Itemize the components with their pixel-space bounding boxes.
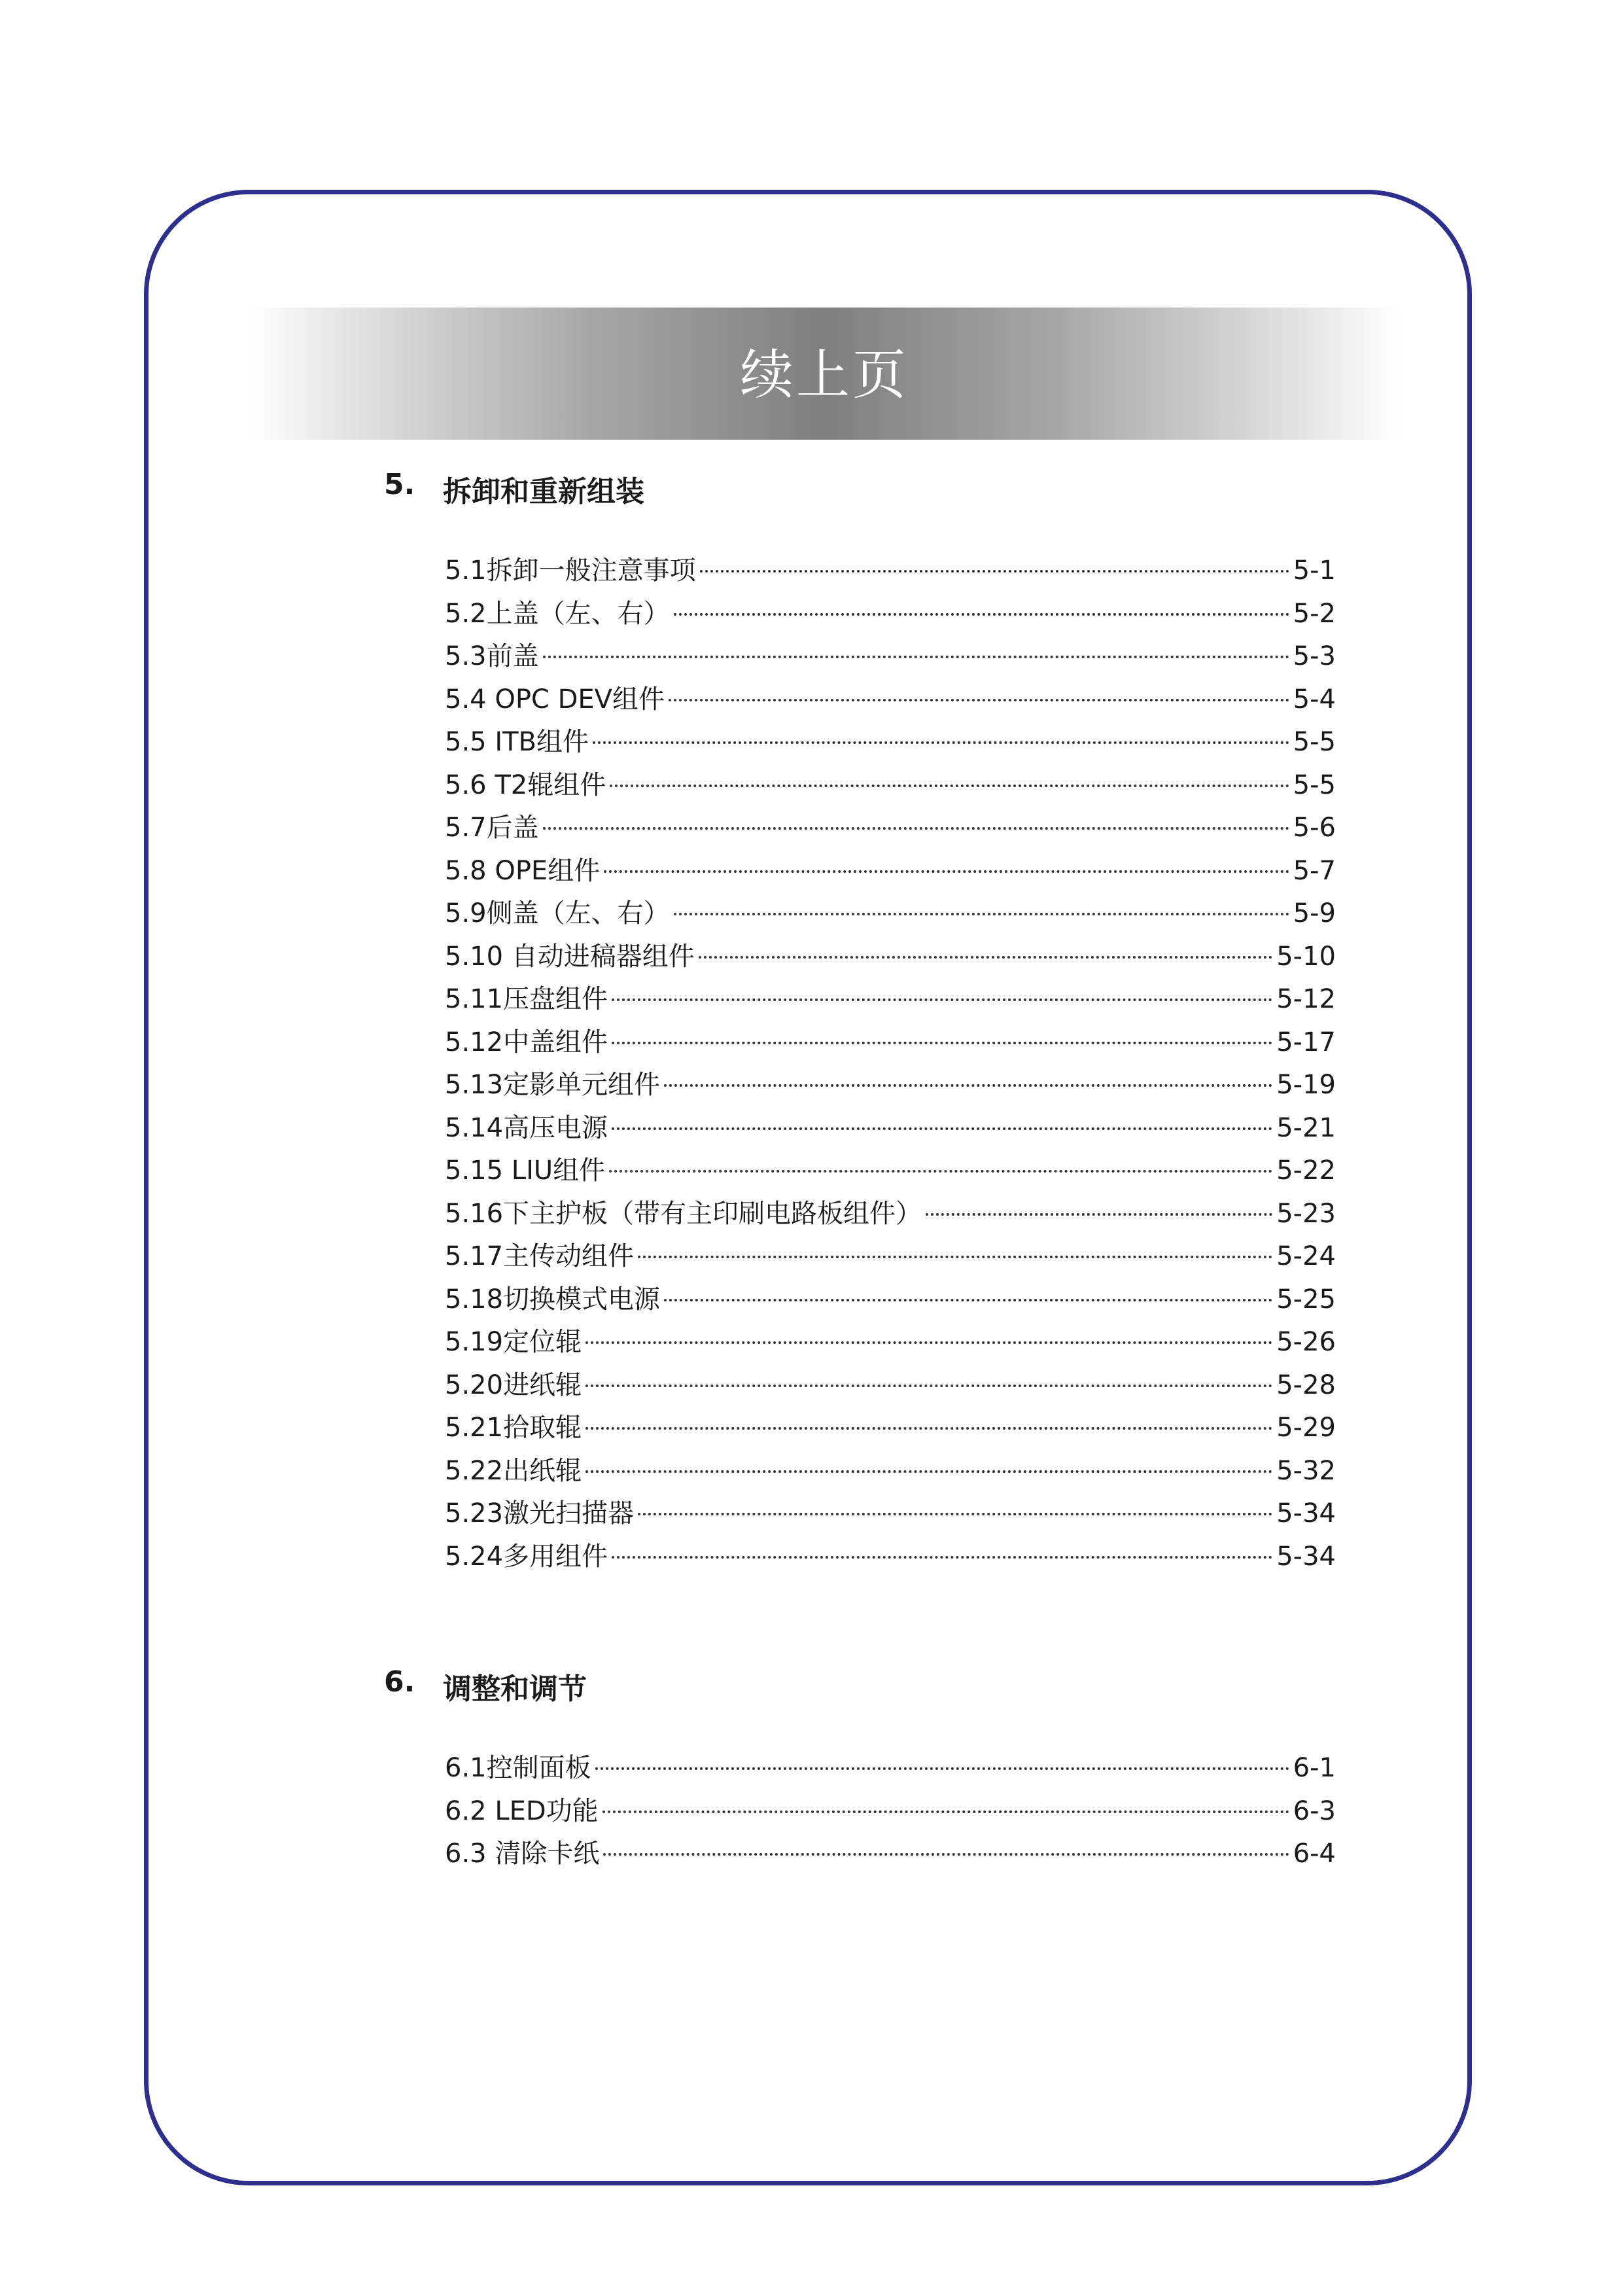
toc-entry-label: 5.23激光扫描器	[445, 1498, 635, 1528]
dot-leader	[700, 570, 1289, 573]
dot-leader	[699, 956, 1272, 959]
dot-leader	[593, 741, 1289, 744]
dot-leader	[585, 1470, 1272, 1473]
toc-entry-label: 6.3 清除卡纸	[445, 1839, 600, 1869]
section-heading	[384, 1665, 587, 1707]
dot-leader	[585, 1341, 1272, 1344]
continued-banner	[249, 308, 1400, 440]
toc-entry-label: 6.2 LED功能	[445, 1795, 599, 1826]
toc-entry-label: 5.11压盘组件	[445, 984, 608, 1014]
section-heading	[384, 468, 644, 510]
toc-entry[interactable]	[445, 850, 1336, 893]
dot-leader	[664, 1299, 1272, 1301]
toc-entry-page: 5-32	[1276, 1455, 1336, 1486]
toc-entry[interactable]	[445, 1107, 1336, 1150]
dot-leader	[585, 1385, 1272, 1387]
toc-entry-page: 5-5	[1293, 727, 1336, 757]
toc-entry-page: 5-4	[1293, 684, 1336, 715]
toc-entry-page: 5-21	[1276, 1112, 1336, 1143]
toc-entry[interactable]	[445, 764, 1336, 807]
banner-title: 续上页	[739, 344, 909, 406]
dot-leader	[612, 1127, 1272, 1130]
toc-entry-page: 5-24	[1276, 1241, 1336, 1271]
dot-leader	[674, 613, 1289, 616]
dot-leader	[926, 1213, 1272, 1216]
toc-entry-label: 5.4 OPC DEV组件	[445, 684, 665, 715]
section-number: 6.	[384, 1665, 415, 1699]
toc-entry-label: 5.16下主护板（带有主印刷电路板组件）	[445, 1198, 922, 1229]
toc-entry[interactable]	[445, 1833, 1336, 1876]
toc-entry-label: 5.3前盖	[445, 641, 539, 671]
dot-leader	[612, 1042, 1272, 1044]
toc-entry-page: 5-10	[1276, 941, 1336, 972]
toc-entry-label: 5.21拾取辊	[445, 1413, 582, 1443]
dot-leader	[602, 1810, 1289, 1813]
toc-entry[interactable]	[445, 550, 1336, 593]
toc-entry-page: 5-29	[1276, 1413, 1336, 1443]
toc-entry-page: 6-1	[1293, 1753, 1336, 1783]
toc-entry-label: 5.18切换模式电源	[445, 1284, 661, 1315]
toc-entry[interactable]	[445, 1235, 1336, 1279]
toc-entry-page: 5-9	[1293, 898, 1336, 928]
toc-entry-page: 5-22	[1276, 1156, 1336, 1186]
dot-leader	[609, 1170, 1272, 1173]
toc-entry-label: 5.15 LIU组件	[445, 1156, 606, 1186]
toc-entry-page: 5-23	[1276, 1198, 1336, 1229]
toc-entry[interactable]	[445, 1064, 1336, 1107]
toc-entry[interactable]	[445, 1193, 1336, 1236]
toc-entry[interactable]	[445, 679, 1336, 722]
toc-entry-label: 5.5 ITB组件	[445, 727, 589, 757]
dot-leader	[669, 699, 1289, 701]
toc-entry-page: 5-1	[1293, 556, 1336, 586]
toc-entry[interactable]	[445, 807, 1336, 850]
toc-entry-page: 5-28	[1276, 1369, 1336, 1400]
toc-entry[interactable]	[445, 1321, 1336, 1364]
dot-leader	[610, 785, 1289, 787]
toc-entry-label: 5.13定影单元组件	[445, 1070, 661, 1100]
dot-leader	[585, 1427, 1272, 1430]
dot-leader	[595, 1767, 1289, 1770]
toc-entry[interactable]	[445, 1021, 1336, 1065]
toc-entry[interactable]	[445, 1364, 1336, 1407]
toc-entry-label: 5.17主传动组件	[445, 1241, 635, 1271]
toc-entry-page: 5-2	[1293, 598, 1336, 629]
toc-entry-label: 5.7后盖	[445, 813, 539, 843]
dot-leader	[604, 870, 1289, 873]
toc-entry-label: 5.8 OPE组件	[445, 855, 601, 886]
dot-leader	[612, 1556, 1272, 1559]
toc-entry-page: 5-12	[1276, 984, 1336, 1014]
toc-entry[interactable]	[445, 721, 1336, 764]
toc-entry-page: 5-6	[1293, 813, 1336, 843]
section-number: 5.	[384, 468, 415, 501]
toc-entry[interactable]	[445, 1150, 1336, 1193]
dot-leader	[674, 913, 1289, 915]
toc-entry-page: 5-34	[1276, 1498, 1336, 1528]
toc-entry-label: 5.19定位辊	[445, 1327, 582, 1357]
toc-entry-label: 5.22出纸辊	[445, 1455, 582, 1486]
dot-leader	[638, 1513, 1272, 1515]
toc-entry-label: 5.9侧盖（左、右）	[445, 898, 670, 928]
toc-entry-label: 5.20进纸辊	[445, 1369, 582, 1400]
section-title: 调整和调节	[443, 1672, 587, 1706]
dot-leader	[638, 1256, 1272, 1258]
toc-entry[interactable]	[445, 892, 1336, 936]
dot-leader	[612, 998, 1272, 1001]
dot-leader	[603, 1853, 1289, 1856]
toc-entry[interactable]	[445, 1492, 1336, 1536]
toc-entry-label: 5.2上盖（左、右）	[445, 598, 670, 629]
dot-leader	[543, 827, 1289, 830]
toc-entry-label: 5.6 T2辊组件	[445, 769, 606, 800]
toc-entry[interactable]	[445, 1747, 1336, 1790]
toc-entry-page: 6-4	[1293, 1839, 1336, 1869]
toc-entry-page: 5-3	[1293, 641, 1336, 671]
toc-entry[interactable]	[445, 1790, 1336, 1833]
toc-entry[interactable]	[445, 1536, 1336, 1579]
dot-leader	[664, 1084, 1272, 1087]
toc-entry-page: 6-3	[1293, 1795, 1336, 1826]
toc-entry[interactable]	[445, 1450, 1336, 1493]
toc-entry-page: 5-17	[1276, 1027, 1336, 1057]
toc-entry-label: 5.24多用组件	[445, 1541, 608, 1572]
toc-entry-label: 5.14高压电源	[445, 1112, 608, 1143]
toc-entry[interactable]	[445, 978, 1336, 1021]
toc-entry-label: 5.1拆卸一般注意事项	[445, 556, 696, 586]
toc-entry-label: 5.10 自动进稿器组件	[445, 941, 695, 972]
toc-entry[interactable]	[445, 1279, 1336, 1322]
toc-entry[interactable]	[445, 635, 1336, 679]
toc-entry-page: 5-19	[1276, 1070, 1336, 1100]
toc-entry-label: 5.12中盖组件	[445, 1027, 608, 1057]
toc-entry-list	[445, 1747, 1336, 1876]
toc-entry-page: 5-26	[1276, 1327, 1336, 1357]
toc-entry-page: 5-34	[1276, 1541, 1336, 1572]
toc-entry-page: 5-25	[1276, 1284, 1336, 1315]
toc-entry-list	[445, 550, 1336, 1578]
toc-entry[interactable]	[445, 936, 1336, 979]
toc-entry-page: 5-7	[1293, 855, 1336, 886]
dot-leader	[543, 656, 1289, 658]
toc-entry-page: 5-5	[1293, 769, 1336, 800]
section-title: 拆卸和重新组装	[443, 475, 644, 508]
toc-entry[interactable]	[445, 593, 1336, 636]
toc-entry-label: 6.1控制面板	[445, 1753, 591, 1783]
toc-entry[interactable]	[445, 1407, 1336, 1450]
